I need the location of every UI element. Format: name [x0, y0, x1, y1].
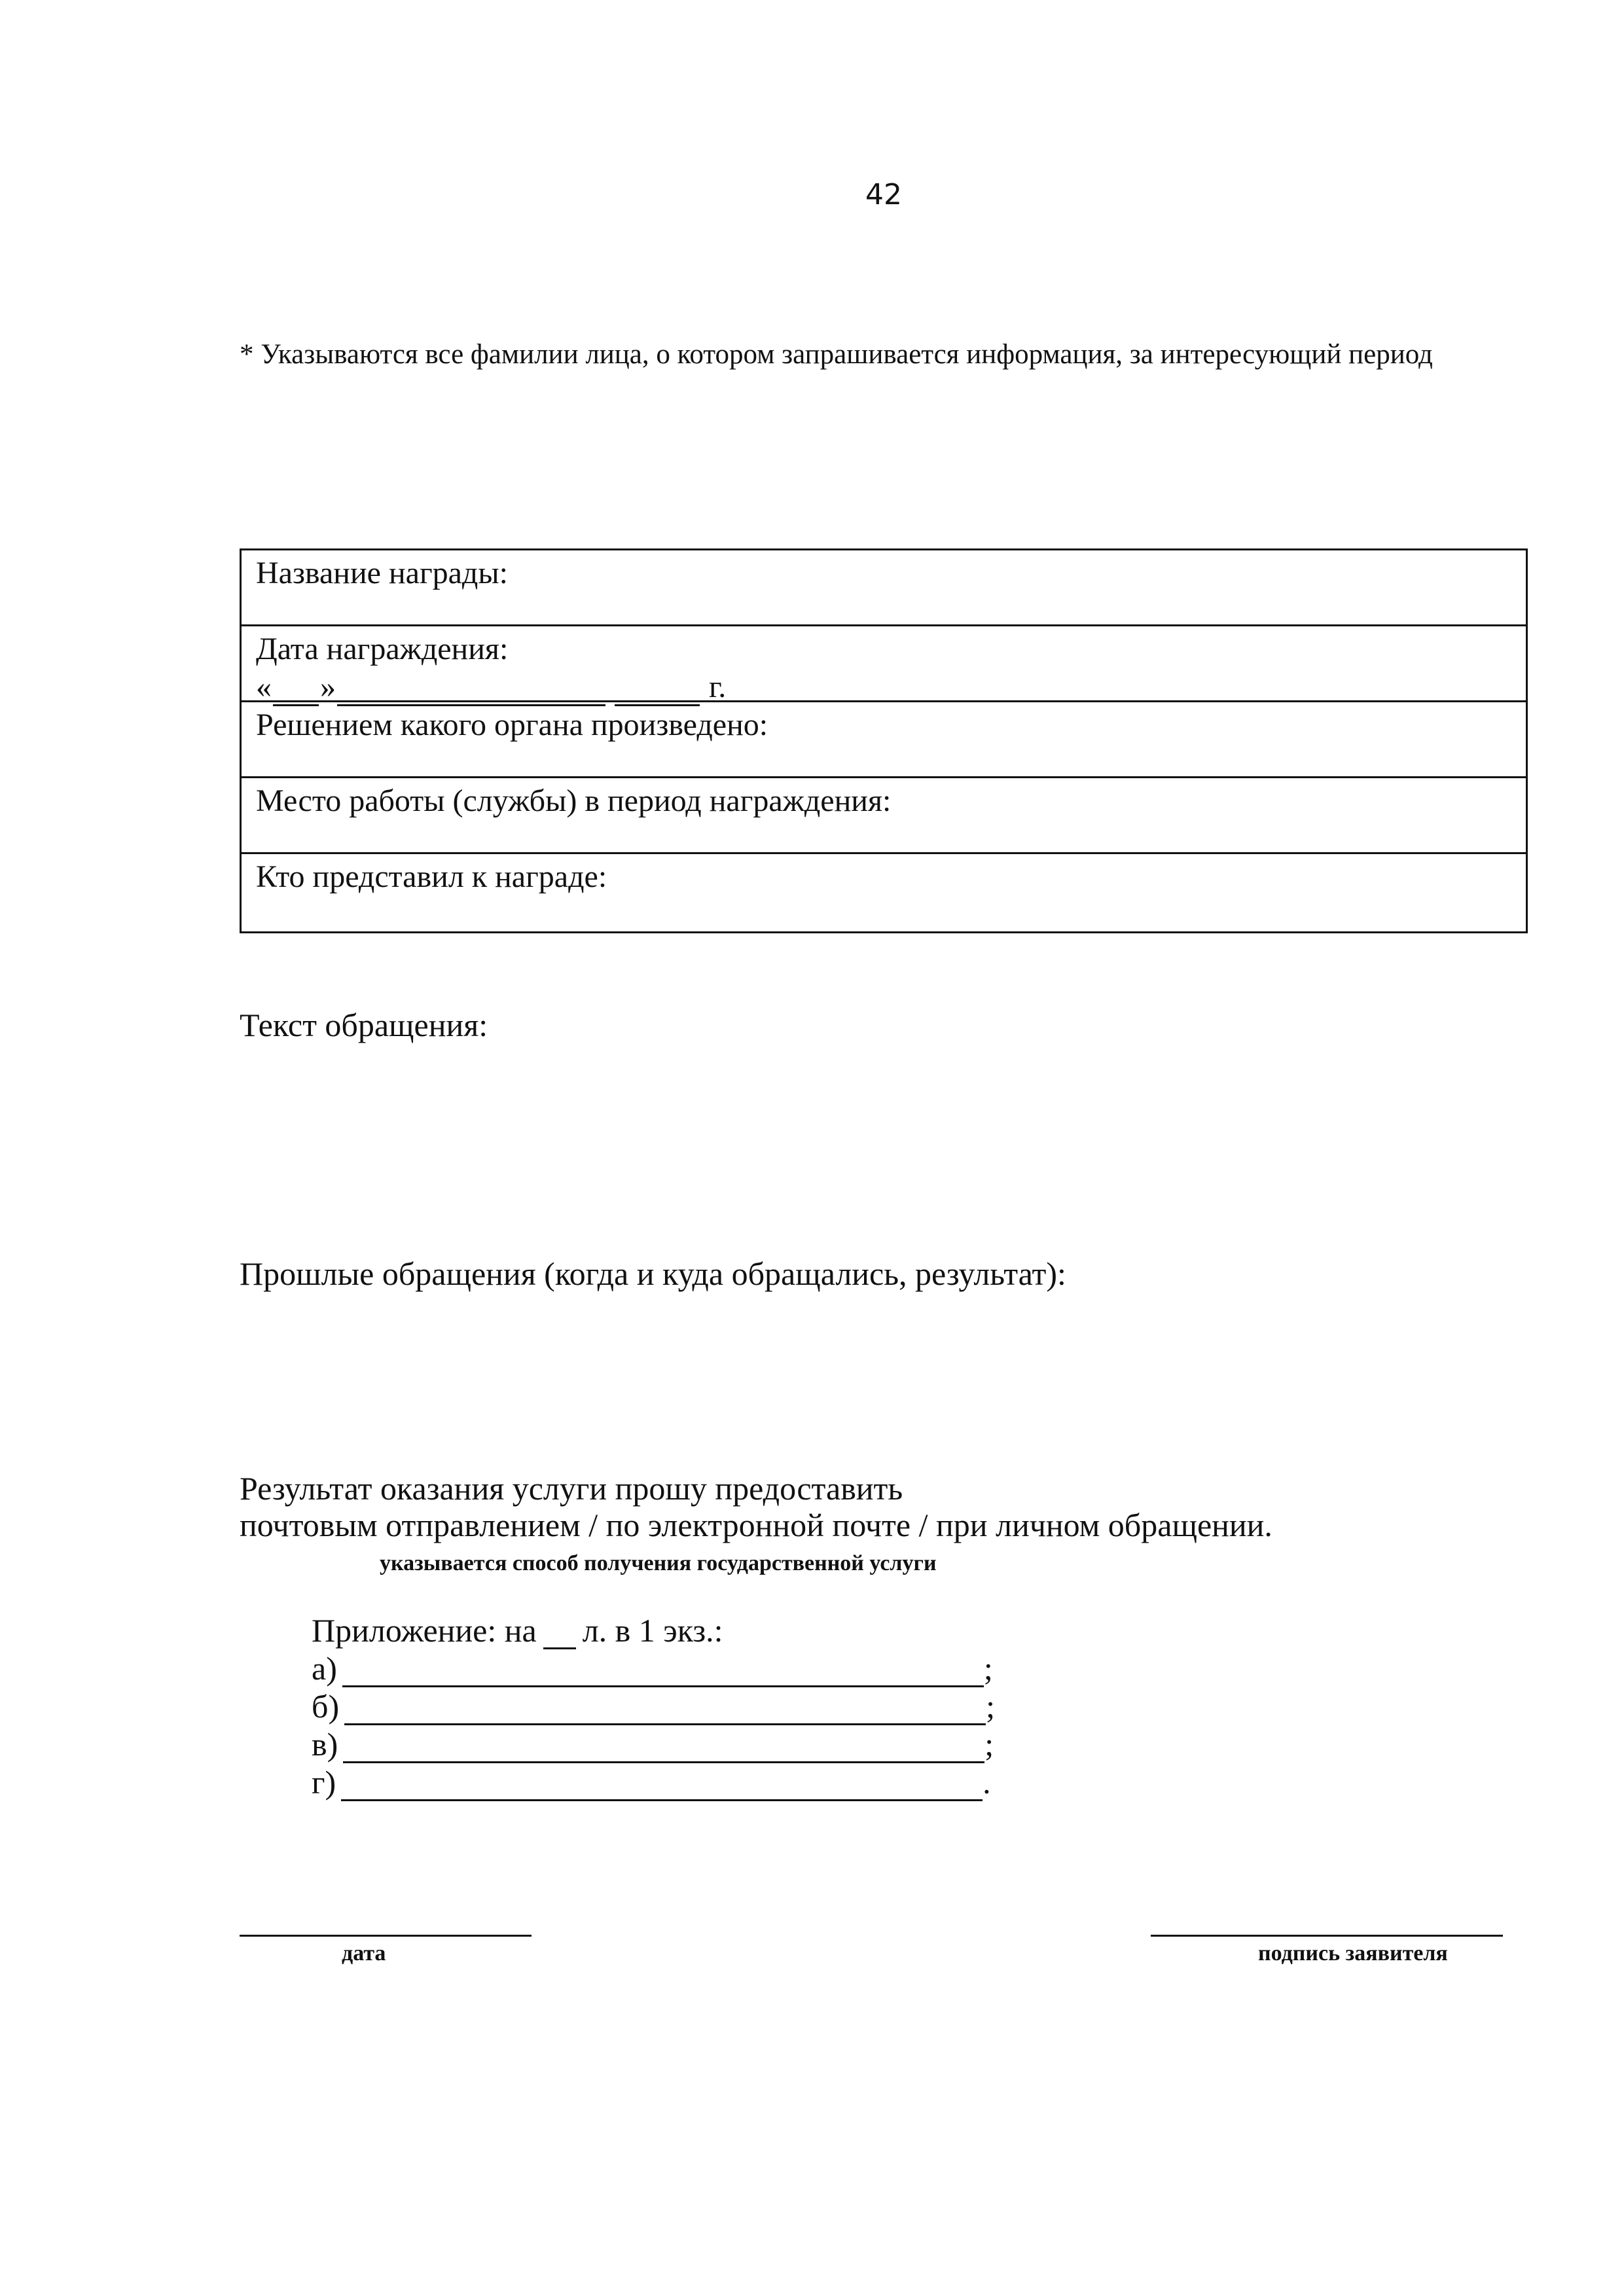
attachment-blank[interactable]: [343, 1732, 984, 1763]
award-date-label: Дата награждения:: [256, 632, 509, 666]
attachment-letter: а): [312, 1650, 337, 1687]
attachment-end: .: [983, 1764, 991, 1801]
signature-caption: подпись заявителя: [1258, 1941, 1448, 1965]
delivery-options[interactable]: почтовым отправлением / по электронной почте / при личном обращении.: [240, 1507, 1272, 1543]
attachment-item: [312, 1649, 995, 1687]
attachment-item: [312, 1687, 995, 1725]
award-name-row: [242, 550, 1526, 626]
date-close-quote: »: [320, 670, 336, 704]
attachments-suffix: л. в 1 экз.:: [582, 1612, 723, 1649]
attachments-prefix: Приложение: на: [312, 1612, 537, 1649]
date-caption: дата: [342, 1941, 386, 1965]
applicant-signature-line[interactable]: [1151, 1935, 1503, 1937]
attachment-end: ;: [984, 1726, 994, 1763]
appeal-text-label: Текст обращения:: [240, 1007, 488, 1043]
delivery-method: [240, 1470, 1272, 1543]
date-year-suffix: г.: [709, 670, 727, 704]
workplace-row: [242, 778, 1526, 854]
nominator-label: Кто представил к награде:: [256, 859, 607, 894]
attachment-blank[interactable]: [341, 1770, 983, 1801]
attachment-letter: б): [312, 1688, 340, 1725]
date-signature-line[interactable]: [240, 1935, 532, 1937]
attachment-item: [312, 1725, 995, 1763]
award-date-field: [256, 668, 1526, 706]
attachment-end: ;: [983, 1650, 993, 1687]
attachment-item: [312, 1763, 995, 1801]
attachment-end: ;: [986, 1688, 995, 1725]
delivery-line-1: Результат оказания услуги прошу предоставить: [240, 1470, 903, 1507]
workplace-label: Место работы (службы) в период награждения:: [256, 783, 892, 818]
day-blank[interactable]: [273, 675, 319, 706]
attachment-blank[interactable]: [344, 1695, 986, 1725]
past-appeals-label: Прошлые обращения (когда и куда обращались, результат):: [240, 1255, 1066, 1292]
decision-body-label: Решением какого органа произведено:: [256, 708, 768, 742]
month-blank[interactable]: [337, 675, 605, 706]
date-open-quote: «: [256, 670, 272, 704]
attachments-block: [312, 1611, 995, 1801]
delivery-hint: указывается способ получения государственной услуги: [380, 1551, 937, 1575]
attachment-letter: в): [312, 1726, 338, 1763]
attachment-letter: г): [312, 1764, 336, 1801]
decision-body-row: [242, 702, 1526, 778]
year-blank[interactable]: [615, 675, 700, 706]
award-date-row: [242, 626, 1526, 702]
footnote: * Указываются все фамилии лица, о котором запрашивается информация, за интересующий период: [240, 339, 1433, 370]
sheet-count-blank[interactable]: [543, 1619, 576, 1649]
award-name-label: Название награды:: [256, 556, 508, 590]
award-info-table: [240, 548, 1528, 933]
nominator-row: [242, 854, 1526, 931]
attachment-blank[interactable]: [342, 1657, 984, 1687]
attachments-header: [312, 1611, 995, 1649]
page-number: 42: [865, 178, 902, 211]
